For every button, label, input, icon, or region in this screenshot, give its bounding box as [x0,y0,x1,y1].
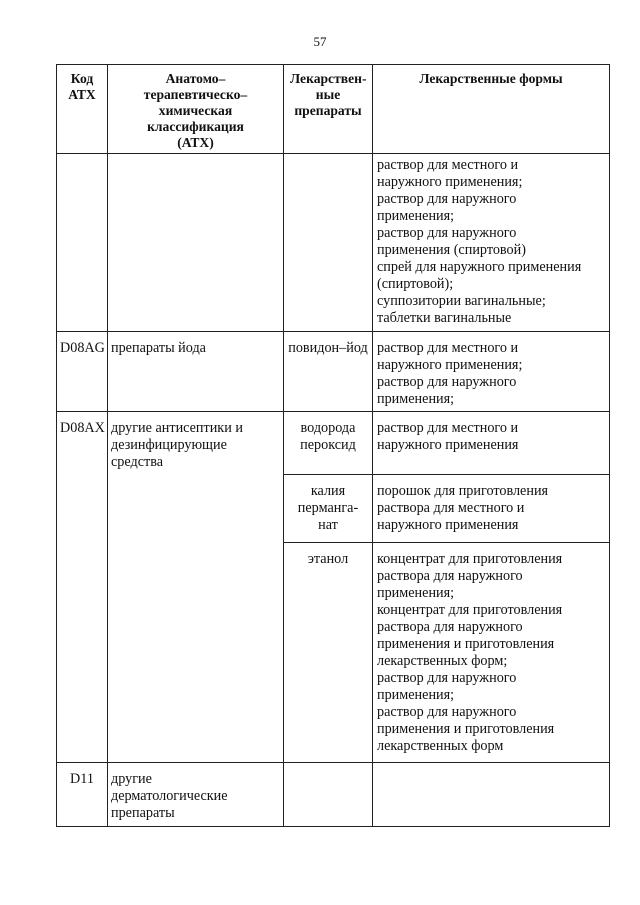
atc-code-cell: D08AX [57,412,108,763]
form-line: применения (спиртовой) [377,242,526,258]
forms-cell [373,543,610,763]
form-line: применения; [377,585,455,601]
form-line: суппозитории вагинальные; [377,293,546,309]
header-atc-code: Код АТХ [57,65,108,154]
form-line: наружного применения; [377,357,523,373]
form-line: раствор для наружного [377,704,517,720]
form-line: применения и приготовления [377,721,555,737]
header-drugs: Лекарствен-ные препараты [284,65,373,154]
table-row [57,412,610,475]
drug-cell [284,763,373,827]
classification-cell: другие антисептики и дезинфицирующие средства [108,412,284,763]
drug-cell: этанол [284,543,373,763]
form-line: применения и приготовления [377,636,555,652]
form-line: раствор для наружного [377,670,517,686]
form-line: лекарственных форм [377,738,504,754]
forms-cell [373,154,610,332]
form-line: раствор для местного и [377,157,519,173]
atc-code-cell [57,154,108,332]
classification-cell: препараты йода [108,332,284,412]
form-line: спрей для наружного применения [377,259,582,275]
form-line: раствор для наружного [377,374,517,390]
header-forms: Лекарственные формы [373,65,610,154]
form-line: раствор для местного и [377,420,519,436]
classification-cell: другие дерматологические препараты [108,763,284,827]
form-line: раствора для местного и [377,500,525,516]
atc-code-cell: D08AG [57,332,108,412]
page-number: 57 [313,34,327,49]
form-line: порошок для приготовления [377,483,549,499]
classification-cell [108,154,284,332]
drug-cell [284,154,373,332]
header-classification: Анатомо–терапевтическо–химическая классификация (АТХ) [108,65,284,154]
form-line: концентрат для приготовления [377,602,563,618]
form-line: наружного применения; [377,174,523,190]
table-row [57,154,610,332]
form-line: применения; [377,208,455,224]
atc-drug-table [56,64,610,827]
forms-cell [373,412,610,475]
drug-cell: водорода пероксид [284,412,373,475]
form-line: лекарственных форм; [377,653,508,669]
form-line: раствора для наружного [377,619,523,635]
form-line: раствор для местного и [377,340,519,356]
form-line: применения; [377,687,455,703]
form-line: раствор для наружного [377,225,517,241]
table-row [57,332,610,412]
form-line: наружного применения [377,517,519,533]
atc-code-cell: D11 [57,763,108,827]
drug-cell: повидон–йод [284,332,373,412]
forms-cell [373,763,610,827]
table-row [57,763,610,827]
form-line: наружного применения [377,437,519,453]
form-line: концентрат для приготовления [377,551,563,567]
form-line: применения; [377,391,455,407]
form-line: раствора для наружного [377,568,523,584]
form-line: (спиртовой); [377,276,454,292]
form-line: таблетки вагинальные [377,310,512,326]
form-line: раствор для наружного [377,191,517,207]
forms-cell [373,332,610,412]
table-header-row [57,65,610,154]
drug-cell: калия перманга-нат [284,475,373,543]
forms-cell [373,475,610,543]
